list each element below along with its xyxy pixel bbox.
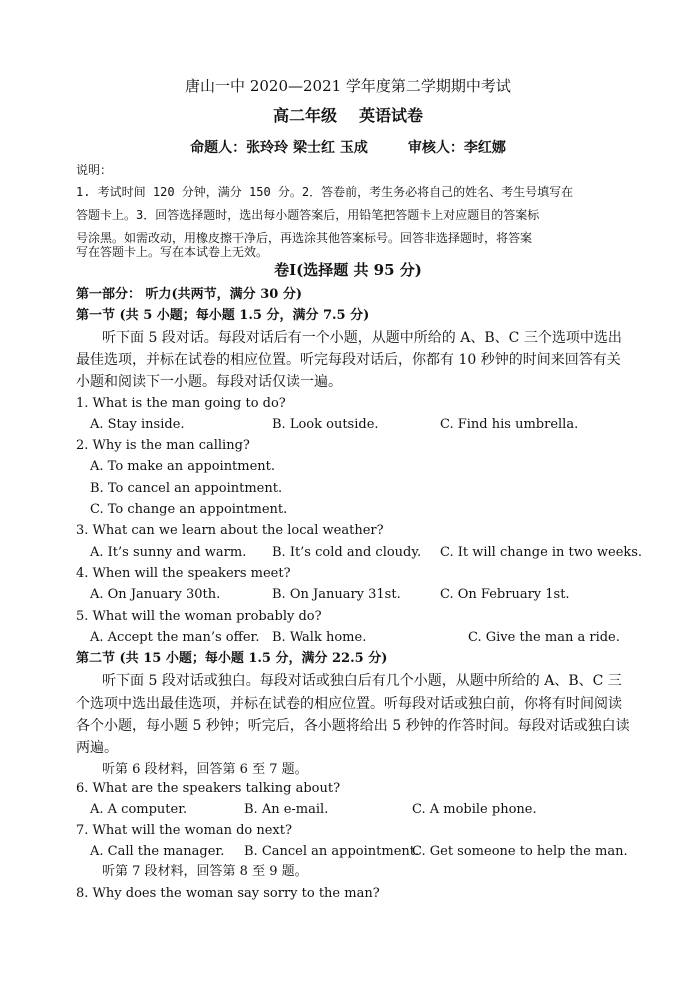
question-stem: 3. What can we learn about the local weather?: [76, 523, 384, 538]
option-b: B. On January 31st.: [272, 587, 401, 602]
question-stem: 8. Why does the woman say sorry to the man?: [76, 886, 380, 901]
section2-instruction: 听下面 5 段对话或独白。每段对话或独白后有几个小题，从题中所给的 A、B、C 三: [102, 673, 622, 689]
option-c: C. It will change in two weeks.: [440, 545, 643, 560]
part1-heading: 第一部分： 听力(共两节，满分 30 分): [76, 287, 302, 302]
option-a: A. A computer.: [90, 802, 188, 817]
option-a: A. Stay inside.: [90, 417, 185, 432]
subject-label: 英语试卷: [359, 106, 424, 125]
exam-subtitle: [0, 108, 696, 124]
option-b: B. It’s cold and cloudy.: [272, 545, 422, 560]
option-c: C. Give the man a ride.: [468, 630, 620, 645]
question-stem: 6. What are the speakers talking about?: [76, 781, 341, 796]
option-a: A. To make an appointment.: [90, 459, 276, 474]
notes-line: 答题卡上。3．回答选择题时，选出每小题答案后，用铅笔把答题卡上对应题目的答案标: [76, 208, 540, 222]
option-a: A. Accept the man’s offer.: [90, 630, 260, 645]
section1-instruction: 最佳选项，并标在试卷的相应位置。听完每段对话后，你都有 10 秒钟的时间来回答有关: [76, 352, 621, 368]
option-a: A. Call the manager.: [90, 844, 225, 859]
option-c: C. Get someone to help the man.: [412, 844, 628, 859]
option-c: C. Find his umbrella.: [440, 417, 579, 432]
authors: 命题人：张玲玲 梁士红 玉成: [190, 140, 368, 156]
question-stem: 1. What is the man going to do?: [76, 396, 286, 411]
notes-line: 写在答题卡上。写在本试卷上无效。: [76, 245, 269, 259]
notes-label: 说明：: [76, 163, 113, 177]
section2-instruction: 两遍。: [76, 740, 118, 756]
option-c: C. A mobile phone.: [412, 802, 537, 817]
option-b: B. Look outside.: [272, 417, 379, 432]
option-a: A. On January 30th.: [90, 587, 221, 602]
section1-instruction: 听下面 5 段对话。每段对话后有一个小题，从题中所给的 A、B、C 三个选项中选出: [102, 330, 622, 346]
volume-heading: 卷Ⅰ(选择题 共 95 分): [274, 261, 422, 279]
section2-instruction: 个选项中选出最佳选项，并标在试卷的相应位置。听每段对话或独白前，你将有时间阅读: [76, 696, 622, 712]
option-b: B. Walk home.: [272, 630, 367, 645]
reviewer: 审核人：李红娜: [407, 140, 506, 156]
section1-heading: 第一节 (共 5 小题；每小题 1.5 分，满分 7.5 分): [76, 308, 370, 323]
material-note: 听第 7 段材料，回答第 8 至 9 题。: [102, 864, 308, 879]
author-line: [0, 140, 696, 156]
notes-line: 1. 考试时间 120 分钟，满分 150 分。2．答卷前，考生务必将自己的姓名、考生号填写在: [76, 185, 574, 199]
exam-title: 唐山一中 2020—2021 学年度第二学期期中考试: [185, 77, 511, 95]
option-c: C. On February 1st.: [440, 587, 570, 602]
option-c: C. To change an appointment.: [90, 502, 288, 517]
section2-instruction: 各个小题，每小题 5 秒钟；听完后，各小题将给出 5 秒钟的作答时间。每段对话或独白读: [76, 718, 630, 734]
notes-line: 号涂黑。如需改动，用橡皮擦干净后，再选涂其他答案标号。回答非选择题时，将答案: [76, 231, 533, 245]
question-stem: 2. Why is the man calling?: [76, 438, 250, 453]
question-stem: 7. What will the woman do next?: [76, 823, 292, 838]
option-b: B. An e-mail.: [244, 802, 329, 817]
material-note: 听第 6 段材料，回答第 6 至 7 题。: [102, 762, 308, 777]
option-b: B. Cancel an appointment.: [244, 844, 420, 859]
question-stem: 5. What will the woman probably do?: [76, 609, 322, 624]
question-stem: 4. When will the speakers meet?: [76, 566, 291, 581]
section1-instruction: 小题和阅读下一小题。每段对话仅读一遍。: [76, 374, 342, 390]
option-a: A. It’s sunny and warm.: [90, 545, 247, 560]
section2-heading: 第二节 (共 15 小题；每小题 1.5 分，满分 22.5 分): [76, 651, 388, 666]
grade-label: 高二年级: [272, 106, 337, 125]
option-b: B. To cancel an appointment.: [90, 481, 283, 496]
